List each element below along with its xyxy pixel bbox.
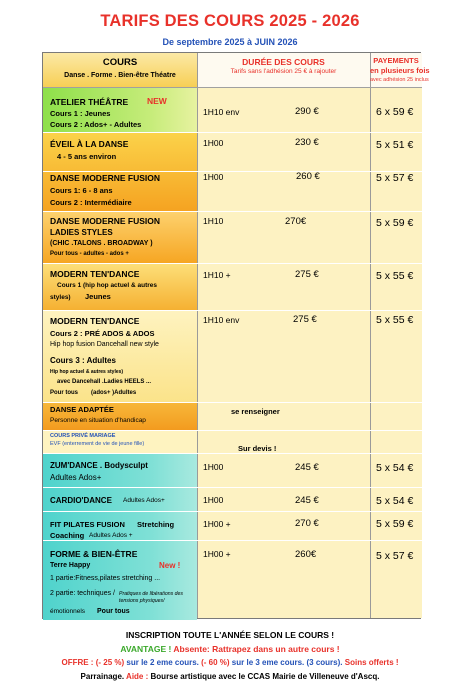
divider	[43, 211, 422, 212]
course-detail: Adultes Ados+	[50, 473, 102, 482]
divider	[43, 263, 422, 264]
course-name: ZUM'DANCE . Bodysculpt	[50, 461, 148, 470]
course-detail: émotionnels	[50, 608, 86, 615]
course-price: 230 €	[295, 137, 319, 148]
divider	[43, 540, 422, 541]
footer-text: Parrainage.	[80, 672, 125, 681]
payment-column	[370, 53, 430, 618]
course-detail: LADIES STYLES	[50, 228, 113, 237]
footer-line-2	[0, 644, 460, 654]
header-duree-title: DURÉE DES COURS	[242, 57, 325, 67]
course-name: MODERN TEN'DANCE	[50, 316, 140, 326]
course-price: 245 €	[295, 462, 319, 473]
course-name: CARDIO'DANCE	[50, 496, 112, 505]
course-payments: 5 x 54 €	[376, 495, 414, 507]
course-name: DANSE MODERNE FUSION	[50, 216, 161, 226]
course-duration: 1H00	[203, 138, 224, 148]
course-payments: 5 x 51 €	[376, 139, 414, 151]
header-cours-title: COURS	[102, 57, 138, 68]
course-name: MODERN TEN'DANCE	[50, 269, 140, 279]
divider	[43, 402, 422, 403]
new-badge: New !	[159, 561, 181, 570]
course-name: DANSE MODERNE FUSION	[50, 173, 161, 183]
course-duration: 1H00 +	[203, 519, 231, 529]
course-detail: (CHIC .TALONS . BROADWAY )	[50, 240, 153, 247]
page-subtitle: De septembre 2025 à JUIN 2026	[162, 37, 298, 47]
footer-text: AVANTAGE !	[120, 644, 172, 654]
course-detail: Pratiques de libérations des tensions physiques/	[119, 591, 184, 604]
footer-text: INSCRIPTION TOUTE L'ANNÉE SELON LE COURS !	[125, 630, 335, 640]
course-duration: 1H00	[203, 495, 224, 505]
course-price: 260 €	[296, 171, 320, 182]
header-paiement-sub: en plusieurs fois	[370, 66, 430, 75]
course-detail: Personne en situation d'handicap	[50, 417, 146, 424]
divider	[43, 487, 422, 488]
course-detail: 1 partie:Fitness,pilates stretching ...	[50, 575, 161, 582]
pricing-table	[42, 52, 430, 619]
course-detail: styles)	[50, 294, 71, 301]
divider	[43, 430, 422, 431]
course-detail: 4 - 5 ans environ	[57, 152, 117, 161]
header-duree-sub: Tarifs sans l'adhésion 25 € à rajouter	[230, 68, 337, 75]
course-duration: 1H00	[203, 172, 224, 182]
course-detail: Jeunes	[85, 292, 111, 301]
course-duration: 1H10 +	[203, 270, 231, 280]
course-duration: se renseigner	[231, 407, 280, 416]
course-detail: Coaching	[50, 531, 85, 540]
divider	[43, 310, 422, 311]
course-price: 245 €	[295, 495, 319, 506]
course-price: 290 €	[295, 106, 319, 117]
footer-text: Soins offerts !	[344, 658, 399, 667]
course-duration: 1H00	[203, 462, 224, 472]
course-price: 270 €	[295, 518, 319, 529]
course-detail: Stretching	[137, 520, 175, 529]
page-title: TARIFS DES COURS 2025 - 2026	[100, 12, 360, 30]
course-detail: Pour tous	[97, 608, 130, 615]
course-detail: Pour tous - adultes - ados +	[50, 251, 129, 257]
course-payments: 5 x 59 €	[376, 217, 414, 229]
course-price: 275 €	[295, 269, 319, 280]
footer-line-1	[0, 630, 460, 640]
course-detail: 2 partie: techniques /	[50, 590, 115, 597]
course-name: DANSE ADAPTÉE	[50, 405, 114, 414]
course-detail: Hip hop actuel & autres styles)	[50, 369, 124, 375]
divider	[43, 453, 422, 454]
course-detail: Pour tous	[50, 390, 78, 396]
course-payments: 5 x 57 €	[376, 172, 414, 184]
course-name: ATELIER THÉÂTRE	[50, 97, 129, 107]
footer-text: Bourse artistique avec le CCAS Mairie de Villeneuve d'Ascq.	[150, 672, 380, 681]
course-payments: 5 x 57 €	[376, 550, 414, 562]
course-detail: Adultes Ados +	[89, 532, 133, 539]
header-cours-sub: Danse . Forme . Bien-être Théatre	[64, 72, 176, 79]
course-detail: Cours 1 (hip hop actuel & autres	[57, 282, 158, 289]
course-name: FIT PILATES FUSION	[50, 520, 125, 529]
course-detail: avec Dancehall .Ladies HEELS ...	[57, 379, 152, 385]
course-duration: 1H10 env	[203, 315, 240, 325]
course-payments: 5 x 55 €	[376, 270, 414, 282]
footer-text: (- 60 %)	[201, 658, 230, 667]
course-detail: Terre Happy	[50, 562, 91, 569]
course-detail: Adultes Ados+	[123, 497, 165, 504]
course-detail: Cours 1 : Jeunes	[50, 109, 111, 118]
footer-line-4	[0, 672, 460, 681]
footer-text: sur le 2 eme cours.	[126, 658, 199, 667]
divider	[197, 53, 198, 618]
course-price: 270€	[285, 216, 307, 227]
course-detail: Hip hop fusion Dancehall new style	[50, 341, 159, 348]
new-badge: NEW	[147, 96, 167, 106]
course-payments: 6 x 59 €	[376, 106, 414, 118]
footer-text: Absente: Rattrapez dans un autre cours !	[173, 644, 340, 654]
course-detail: Cours 3 : Adultes	[50, 356, 116, 365]
course-name: COURS PRIVÉ MARIAGE	[50, 433, 116, 439]
divider	[43, 132, 422, 133]
course-payments: 5 x 55 €	[376, 314, 414, 326]
header-paiement-title: PAYEMENTS	[373, 56, 419, 65]
footer-text: Aide :	[126, 672, 149, 681]
divider	[43, 87, 422, 88]
course-detail: EVF (enterrement de vie de jeune fille)	[50, 441, 145, 447]
course-payments: 5 x 54 €	[376, 462, 414, 474]
footer-text: OFFRE :	[61, 658, 94, 667]
header-paiement-note: avec adhésion 25 inclus	[370, 77, 429, 83]
course-detail: Cours 2 : Ados+ - Adultes	[50, 120, 142, 129]
course-duration: 1H00 +	[203, 549, 231, 559]
course-detail: Cours 2 : PRÉ ADOS & ADOS	[50, 329, 155, 338]
footer-text: (- 25 %)	[95, 658, 125, 667]
course-payments: 5 x 59 €	[376, 518, 414, 530]
course-price: 260€	[295, 549, 317, 560]
divider	[43, 171, 422, 172]
footer-text: sur le 3 eme cours. (3 cours).	[231, 658, 343, 667]
footer-line-3	[0, 658, 460, 667]
course-detail: Cours 1: 6 - 8 ans	[50, 186, 113, 195]
divider	[370, 53, 371, 618]
course-detail: Cours 2 : Intermédiaire	[50, 198, 132, 207]
course-detail: (ados+ )Adultes	[91, 390, 137, 396]
course-duration: Sur devis !	[238, 444, 277, 453]
course-duration: 1H10	[203, 216, 224, 226]
course-duration: 1H10 env	[203, 107, 240, 117]
course-price: 275 €	[293, 314, 317, 325]
divider	[43, 511, 422, 512]
course-name: FORME & BIEN-ÊTRE	[50, 549, 138, 559]
course-name: ÉVEIL À LA DANSE	[50, 139, 129, 149]
